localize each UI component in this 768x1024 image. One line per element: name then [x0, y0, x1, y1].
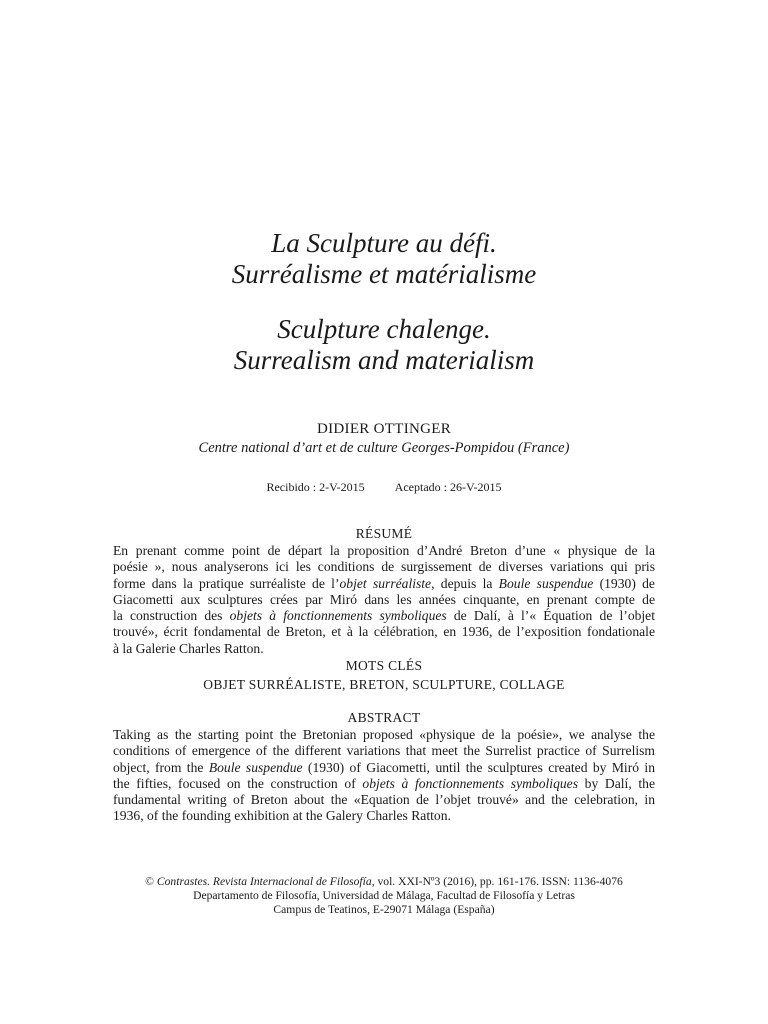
title-french-line-1: La Sculpture au défi.	[271, 228, 497, 258]
author-affiliation: Centre national d’art et de culture Georges-Pompidou (France)	[198, 440, 570, 456]
resume-paragraph	[113, 543, 655, 657]
resume-line: trouvé», écrit fondamental de Breton, et à la célébration, en 1936, de l’exposition fondationale	[113, 624, 655, 640]
abstract-heading: ABSTRACT	[347, 710, 421, 725]
abstract-line: 1936, of the founding exhibition at the Galery Charles Ratton.	[113, 808, 451, 824]
resume-line: forme dans la pratique surréaliste de l’objet surréaliste, depuis la Boule suspendue (1930) de	[113, 575, 655, 591]
title-english-line-2: Surrealism and materialism	[233, 345, 535, 375]
abstract-line: Taking as the starting point the Bretonian proposed «physique de la poésie», we analyse the	[113, 727, 655, 742]
abstract-line: fundamental writing of Breton about the «Equation de l’objet trouvé» and the celebration, in	[113, 792, 655, 808]
submission-dates	[0, 480, 768, 495]
italic-term: objets à fonctionnements symboliques	[229, 608, 447, 624]
abstract-paragraph	[113, 727, 655, 825]
resume-heading: RÉSUMÉ	[355, 526, 413, 541]
author-name: DIDIER OTTINGER	[316, 421, 452, 437]
keywords-list: OBJET SURRÉALISTE, BRETON, SCULPTURE, COLLAGE	[203, 677, 565, 692]
keywords-heading: MOTS CLÉS	[345, 658, 423, 673]
resume-line: Giacometti aux sculptures crées par Miró dans les années cinquante, en prenant compte de	[113, 591, 655, 607]
italic-term: Boule suspendue	[498, 575, 594, 591]
resume-line: la construction des objets à fonctionnements symboliques de Dalí, à l’« Équation de l’objet	[113, 608, 655, 624]
resume-line: à la Galerie Charles Ratton.	[113, 640, 264, 656]
resume-line: poésie », nous analyserons ici les conditions de surgissement de diverses variations qui pris	[113, 559, 655, 575]
italic-term: objet surréaliste	[339, 575, 432, 591]
accepted-date: Aceptado : 26-V-2015	[394, 480, 502, 494]
abstract-line: conditions of emergence of the different variations that meet the Surrelist practice of Surrelism	[113, 743, 655, 759]
campus-line: Campus de Teatinos, E-29071 Málaga (España)	[273, 903, 495, 916]
title-french-line-2: Surréalisme et matérialisme	[231, 259, 537, 289]
title-english	[0, 314, 768, 376]
abstract-line: the fifties, focused on the construction of objets à fonctionnements symboliques by Dalí, the	[113, 775, 655, 791]
received-date: Recibido : 2-V-2015	[266, 480, 365, 494]
title-english-line-1: Sculpture chalenge.	[277, 314, 491, 344]
department-line: Departamento de Filosofía, Universidad de Málaga, Facultad de Filosofía y Letras	[193, 889, 575, 902]
journal-name: Contrastes. Revista Internacional de Filosofía	[156, 875, 372, 888]
resume-line: En prenant comme point de départ la proposition d’André Breton d’une « physique de la	[113, 543, 655, 558]
title-french	[0, 228, 768, 290]
journal-citation: © Contrastes. Revista Internacional de Filosofía, vol. XXI-Nº3 (2016), pp. 161-176. ISSN: 1136-4076	[145, 875, 623, 888]
abstract-line: object, from the Boule suspendue (1930) of Giacometti, until the sculptures created by Miró in	[113, 759, 655, 775]
italic-term: objets à fonctionnements symboliques	[362, 775, 578, 791]
italic-term: Boule suspendue	[208, 759, 303, 775]
